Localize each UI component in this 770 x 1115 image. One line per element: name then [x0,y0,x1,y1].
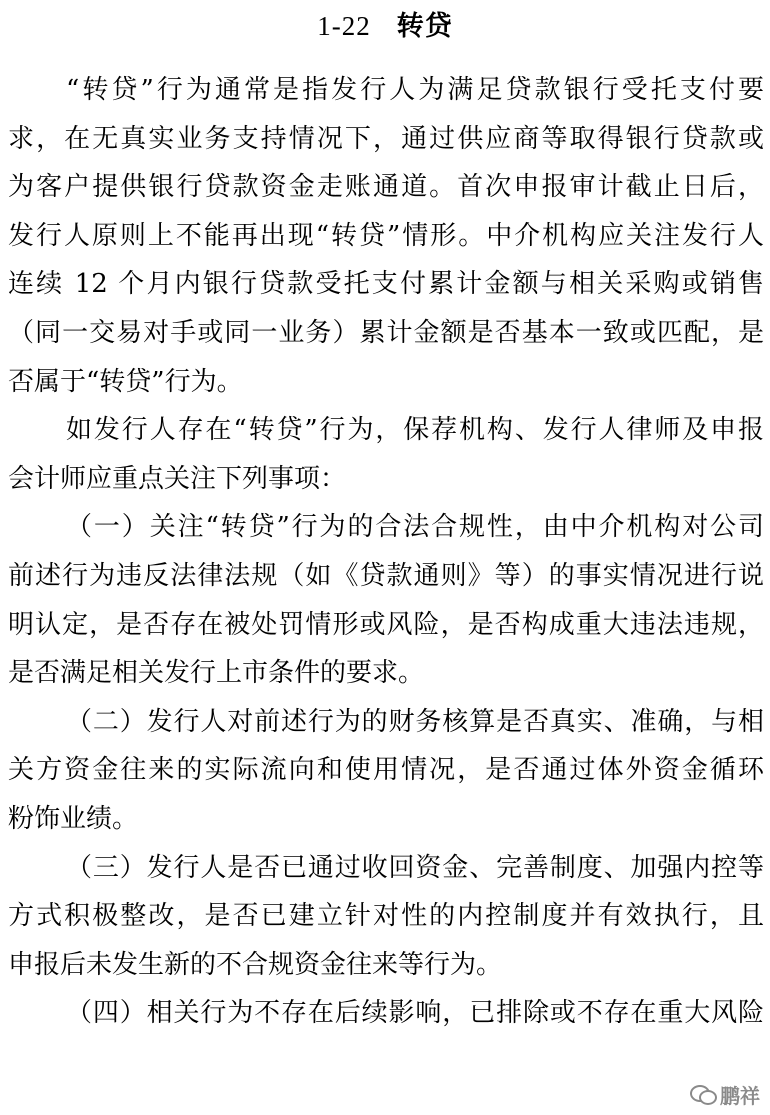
text-line: 求，在无真实业务支持情况下，通过供应商等取得银行贷款或 [8,123,764,154]
text-line: 如发行人存在“转贷”行为，保荐机构、发行人律师及申报 [66,415,764,446]
watermark [686,1077,764,1111]
text-line: 连续 12 个月内银行贷款受托支付累计金额与相关采购或销售 [8,269,764,300]
text-line: 为客户提供银行贷款资金走账通道。首次申报审计截止日后， [8,172,764,203]
text-line: （同一交易对手或同一业务）累计金额是否基本一致或匹配，是 [8,318,764,348]
section-title [0,6,770,47]
text-line: “转贷”行为通常是指发行人为满足贷款银行受托支付要 [66,75,764,105]
wechat-icon [690,1083,716,1105]
text-line: 前述行为违反法律法规（如《贷款通则》等）的事实情况进行说 [8,561,764,591]
text-line: 是否满足相关发行上市条件的要求。 [8,658,425,689]
text-line: 申报后未发生新的不合规资金往来等行为。 [8,949,503,980]
text-line: 会计师应重点关注下列事项： [8,463,347,494]
watermark-text: 鹏祥 [720,1083,760,1108]
text-line: （三）发行人是否已通过收回资金、完善制度、加强内控等 [66,852,764,883]
text-line: （二）发行人对前述行为的财务核算是否真实、准确，与相 [66,706,764,737]
text-line: 方式积极整改，是否已建立针对性的内控制度并有效执行，且 [8,901,764,932]
text-line: （四）相关行为不存在后续影响，已排除或不存在重大风险 [66,998,764,1029]
text-line: （一）关注“转贷”行为的合法合规性，由中介机构对公司 [66,512,764,543]
text-line: 关方资金往来的实际流向和使用情况，是否通过体外资金循环 [8,755,764,786]
text-line: 粉饰业绩。 [8,804,139,834]
text-line: 否属于“转贷”行为。 [8,366,243,397]
text-line: 发行人原则上不能再出现“转贷”情形。中介机构应关注发行人 [8,220,764,251]
text-line: 明认定，是否存在被处罚情形或风险，是否构成重大违法违规， [8,609,764,640]
section-number: 1-22 [317,11,371,41]
section-heading: 转贷 [396,11,453,42]
